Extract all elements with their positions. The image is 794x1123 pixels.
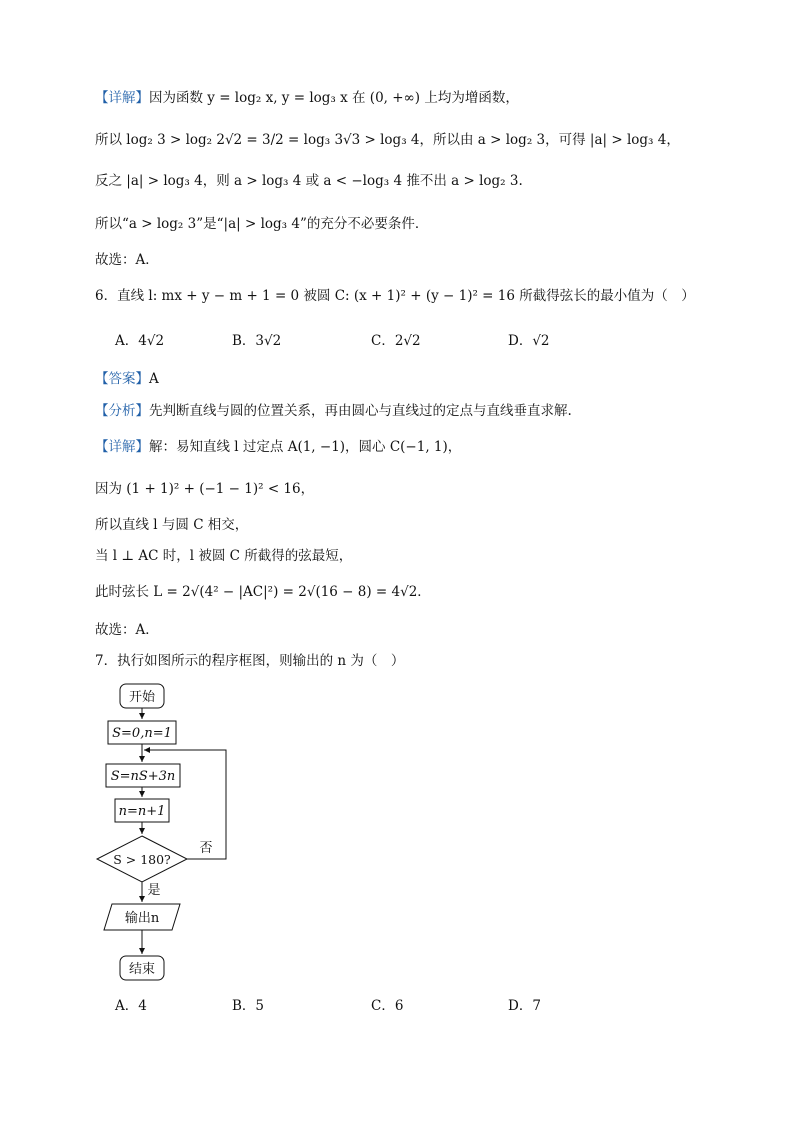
start-label: 开始: [128, 690, 156, 705]
option-a: A．4√2: [115, 333, 165, 349]
step2-label: n=n+1: [118, 804, 166, 819]
answer-line: [95, 369, 159, 389]
option-c: C．6: [371, 998, 404, 1014]
program-flowchart: [90, 678, 240, 988]
option-b: B．5: [232, 998, 265, 1014]
option-a: A．4: [115, 998, 147, 1014]
explanation-line-3: 反之 |a| > log₃ 4，则 a > log₃ 4 或 a < −log₃ 4 推不出 a > log₂ 3.: [95, 173, 523, 189]
question-7-stem: 7．执行如图所示的程序框图，则输出的 n 为（ ）: [95, 653, 405, 669]
output-label: 输出n: [124, 911, 160, 926]
explanation-line-1: [95, 88, 519, 108]
yes-label: 是: [147, 883, 161, 898]
question-6-stem: 6．直线 l: mx + y − m + 1 = 0 被圆 C: (x + 1)² + (y − 1)² = 16 所截得弦长的最小值为（ ）: [95, 288, 695, 304]
option-d: D．√2: [508, 333, 550, 349]
condition-label: S > 180?: [113, 852, 171, 867]
detail-line-4: 当 l ⊥ AC 时，l 被圆 C 所截得的弦最短，: [95, 548, 353, 564]
option-b: B．3√2: [232, 333, 282, 349]
explanation-line-2: 所以 log₂ 3 > log₂ 2√2 = 3/2 = log₃ 3√3 > log₃ 4，所以由 a > log₂ 3，可得 |a| > log₃ 4，: [95, 132, 680, 148]
detail-tag: 【详解】: [95, 90, 149, 106]
no-label: 否: [199, 841, 213, 856]
init-label: S=0,n=1: [112, 726, 172, 741]
detail-line-2: 因为 (1 + 1)² + (−1 − 1)² < 16，: [95, 481, 315, 497]
end-label: 结束: [128, 962, 156, 977]
analysis-tag: 【分析】: [95, 403, 149, 419]
detail-tag-2: 【详解】: [95, 439, 149, 455]
option-d: D．7: [508, 998, 541, 1014]
explanation-line-4: 所以“a > log₂ 3”是“|a| > log₃ 4”的充分不必要条件．: [95, 216, 429, 232]
answer-value: A: [149, 371, 159, 387]
answer-choice-line: 故选：A．: [95, 252, 159, 268]
detail-line-5: 此时弦长 L = 2√(4² − |AC|²) = 2√(16 − 8) = 4√2．: [95, 584, 431, 600]
option-c: C．2√2: [371, 333, 421, 349]
step1-label: S=nS+3n: [110, 769, 176, 784]
analysis-line: [95, 401, 572, 421]
detail-line-3: 所以直线 l 与圆 C 相交，: [95, 517, 249, 533]
detail-text-2: 解：易知直线 l 过定点 A(1, −1)，圆心 C(−1, 1)，: [149, 439, 462, 455]
analysis-text: 先判断直线与圆的位置关系，再由圆心与直线过的定点与直线垂直求解.: [149, 403, 572, 419]
detail-text: 因为函数 y = log₂ x, y = log₃ x 在 (0, +∞) 上均为增函数，: [149, 90, 519, 106]
detail-line-1: [95, 437, 461, 457]
answer-tag: 【答案】: [95, 371, 149, 387]
detail-line-6: 故选：A．: [95, 622, 159, 638]
